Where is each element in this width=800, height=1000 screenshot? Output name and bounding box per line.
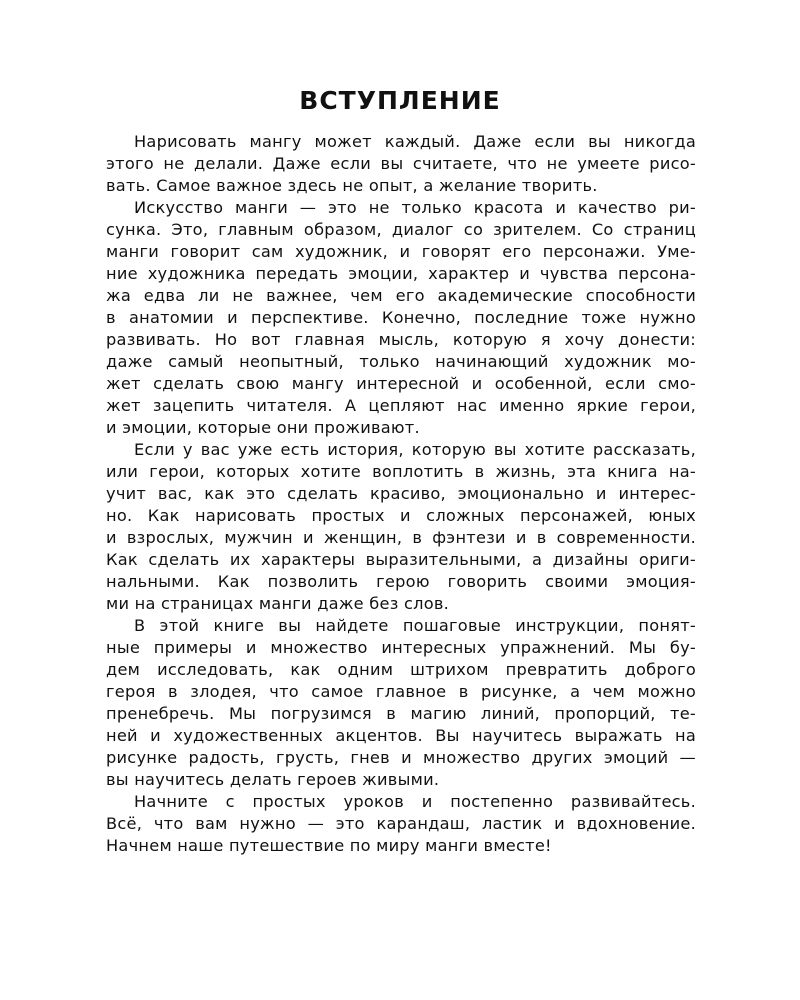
text-line: Если у вас уже есть история, которую вы хотите рассказать, [134,440,696,459]
text-line: жет сделать свою мангу интересной и особенной, если смо- [106,374,696,393]
text-line: Всё, что вам нужно — это карандаш, ластик и вдохновение. [106,814,696,833]
text-line: даже самый неопытный, только начинающий художник мо- [106,352,696,371]
text-line: но. Как нарисовать простых и сложных персонажей, юных [106,506,696,525]
page-title: ВСТУПЛЕНИЕ [299,86,501,115]
text-line: Как сделать их характеры выразительными, а дизайны ориги- [106,550,696,569]
text-line: героя в злодея, что самое главное в рисунке, а чем можно [106,682,696,701]
text-line: жет зацепить читателя. А цепляют нас именно яркие герои, [106,396,696,415]
text-line: пренебречь. Мы погрузимся в магию линий, пропорций, те- [106,704,696,723]
text-line: учит вас, как это сделать красиво, эмоционально и интерес- [106,484,696,503]
text-line: развивать. Но вот главная мысль, которую я хочу донести: [106,330,696,349]
text-line: Нарисовать мангу может каждый. Даже если вы никогда [134,132,696,151]
text-line: жа едва ли не важнее, чем его академические способности [106,286,696,305]
text-line: манги говорит сам художник, и говорят его персонажи. Уме- [106,242,696,261]
text-line: этого не делали. Даже если вы считаете, что не умеете рисо- [106,154,696,173]
text-line: Начните с простых уроков и постепенно развивайтесь. [134,792,696,811]
text-line: нальными. Как позволить герою говорить своими эмоция- [106,572,696,591]
text-line: и взрослых, мужчин и женщин, в фэнтези и в современности. [106,528,696,547]
text-line: вы научитесь делать героев живыми. [106,770,440,789]
text-line: ми на страницах манги даже без слов. [106,594,450,613]
text-line: В этой книге вы найдете пошаговые инструкции, понят- [134,616,696,635]
text-line: Начнем наше путешествие по миру манги вместе! [106,836,552,855]
text-line: ные примеры и множество интересных упражнений. Мы бу- [106,638,696,657]
text-line: рисунке радость, грусть, гнев и множество других эмоций — [106,748,696,767]
text-line: в анатомии и перспективе. Конечно, последние тоже нужно [106,308,696,327]
text-line: дем исследовать, как одним штрихом превратить доброго [106,660,696,679]
text-line: сунка. Это, главным образом, диалог со зрителем. Со страниц [106,220,696,239]
text-line: ней и художественных акцентов. Вы научитесь выражать на [106,726,696,745]
text-line: или герои, которых хотите воплотить в жизнь, эта книга на- [106,462,696,481]
text-line: и эмоции, которые они проживают. [106,418,420,437]
text-line: ние художника передать эмоции, характер и чувства персона- [106,264,696,283]
text-line: Искусство манги — это не только красота и качество ри- [134,198,696,217]
text-line: вать. Самое важное здесь не опыт, а желание творить. [106,176,598,195]
